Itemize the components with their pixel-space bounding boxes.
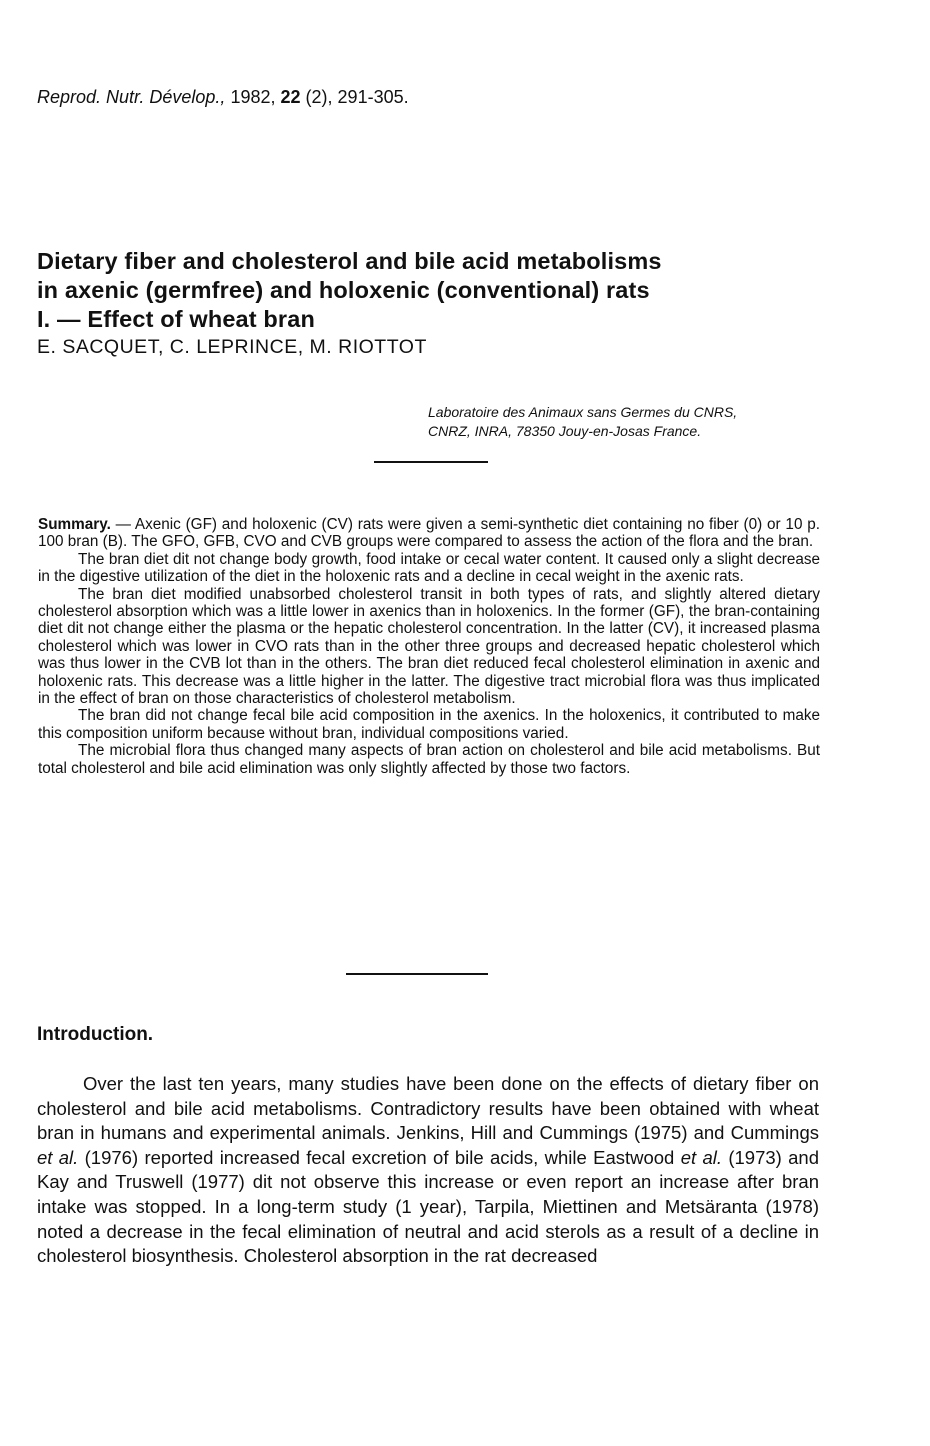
intro-text: Over the last ten years, many studies have been done on the effects of dietary fiber on cholesterol and bile acid metabolisms. Contradictory results have been obtained with wheat bran in humans and experimental animals. Jenkins, Hill and Cummings (1975) and Cummings xyxy=(37,1073,819,1144)
journal-name: Reprod. Nutr. Dévelop., xyxy=(37,87,226,107)
summary-section xyxy=(38,516,820,777)
introduction-body xyxy=(37,1072,819,1269)
summary-paragraph: The bran diet dit not change body growth, food intake or cecal water content. It caused only a slight decrease in the digestive utilization of the diet in the holoxenic rats and a decline in cecal weight in the axenic rats. xyxy=(38,550,820,586)
summary-lead: Summary. xyxy=(38,516,111,533)
summary-paragraph: The microbial flora thus changed many aspects of bran action on cholesterol and bile acid metabolisms. But total cholesterol and bile acid elimination was only slightly affected by those two factors. xyxy=(38,742,820,777)
summary-paragraph xyxy=(38,516,820,551)
title-line-1: Dietary fiber and cholesterol and bile acid metabolisms xyxy=(37,248,662,274)
summary-paragraph: The bran did not change fecal bile acid composition in the axenics. In the holoxenics, it contributed to make this composition uniform because without bran, individual compositions varied. xyxy=(38,707,820,742)
introduction-heading: Introduction. xyxy=(37,1024,154,1045)
summary-paragraph: The bran diet modified unabsorbed cholesterol transit in both types of rats, and slightly altered dietary cholesterol absorption which was a little lower in axenics than in holoxenics. In the former (GF), the bran-containing diet dit not change either the plasma or the hepatic cholesterol concentration. In the latter (CV), it increased plasma cholesterol which was lower in CVO rats than in the other three groups and decreased hepatic cholesterol which was thus lower in the CVB lot than in the others. The bran diet reduced fecal cholesterol elimination in axenic and holoxenic rats. This decrease was a little higher in the latter. The digestive tract microbial flora was thus implicated in the effect of bran on those characteristics of cholesterol metabolism. xyxy=(38,585,820,708)
article-title xyxy=(37,247,797,334)
intro-text: (1976) reported increased fecal excretion of bile acids, while Eastwood xyxy=(78,1146,681,1168)
introduction-paragraph xyxy=(37,1072,819,1269)
affiliation xyxy=(428,403,737,441)
summary-text: — Axenic (GF) and holoxenic (CV) rats were given a semi-synthetic diet containing no fiber (0) or 10 p. 100 bran (B). The GFO, GFB, CVO and CVB groups were compared to assess the action of the flora and the bran. xyxy=(38,516,820,551)
journal-citation xyxy=(37,86,409,108)
separator-rule xyxy=(374,461,488,463)
author-list: E. SACQUET, C. LEPRINCE, M. RIOTTOT xyxy=(37,336,427,358)
journal-year: 1982, xyxy=(230,87,276,107)
affiliation-line-1: Laboratoire des Animaux sans Germes du CNRS, xyxy=(428,404,738,420)
journal-volume: 22 xyxy=(280,87,301,107)
title-line-3: I. — Effect of wheat bran xyxy=(37,306,315,332)
separator-rule xyxy=(346,973,488,975)
intro-et-al: et al. xyxy=(680,1146,722,1168)
intro-text: (1973) and Kay and Truswell (1977) dit not observe this increase or even report an increase after bran intake was stopped. In a long-term study (1 year), Tarpila, Miettinen and Metsäranta (1978) noted a decrease in the fecal elimination of neutral and acid sterols as a result of a decline in cholesterol biosynthesis. Cholesterol absorption in the rat decreased xyxy=(37,1146,820,1267)
journal-issue-pages: (2), 291-305. xyxy=(305,87,409,107)
affiliation-line-2: CNRZ, INRA, 78350 Jouy-en-Josas France. xyxy=(428,423,702,439)
title-line-2: in axenic (germfree) and holoxenic (conventional) rats xyxy=(37,277,650,303)
intro-et-al: et al. xyxy=(37,1146,79,1168)
